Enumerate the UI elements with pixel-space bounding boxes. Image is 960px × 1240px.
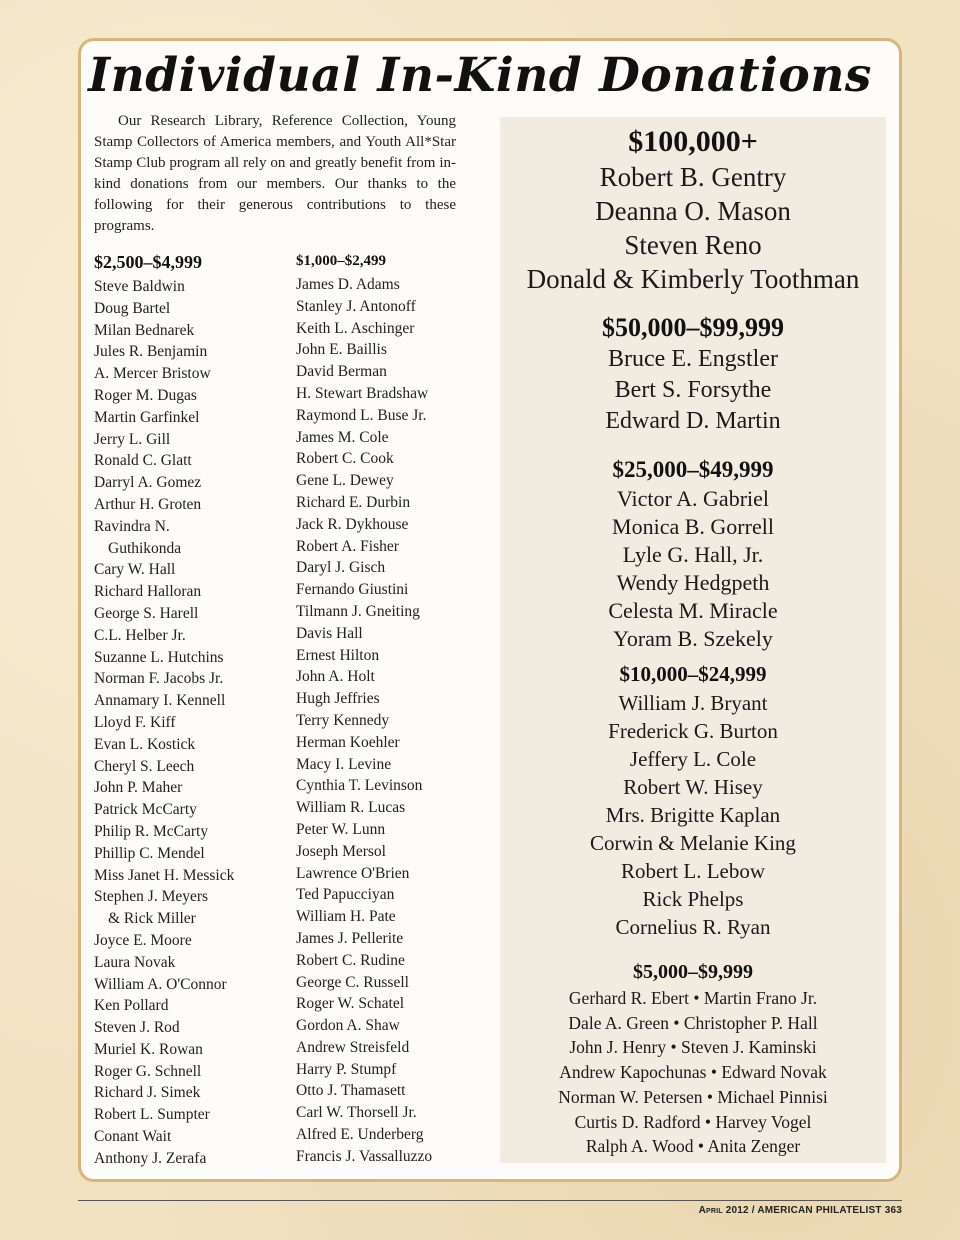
donor-name: William H. Pate [296,908,396,926]
donor-name: Robert C. Rudine [296,951,405,969]
donor-name: John A. Holt [296,668,375,686]
tier-heading: $10,000–$24,999 [619,662,767,686]
donor-name: Macy I. Levine [296,755,392,773]
donor-name: Lyle G. Hall, Jr. [622,542,764,567]
donor-name: Ravindra N. [94,517,170,535]
tier-heading: $5,000–$9,999 [633,961,753,983]
donor-name: Richard Halloran [94,583,202,601]
donor-name: Robert L. Lebow [620,859,766,883]
donor-name: Rick Phelps [642,887,744,911]
donor-name: Davis Hall [296,624,363,642]
donor-name: Philip R. McCarty [94,822,209,840]
donor-name: Carl W. Thorsell Jr. [296,1104,417,1122]
donor-name: Steve Baldwin [94,278,185,295]
donor-name: Guthikonda [108,539,182,557]
footer-rule [78,1200,902,1201]
donor-name: Ralph A. Wood • Anita Zenger [585,1136,801,1157]
donor-name: Cornelius R. Ryan [615,915,771,939]
donor-name: Terry Kennedy [296,711,390,729]
tier-donor-list [500,160,886,296]
donor-name: Patrick McCarty [94,801,197,819]
donor-name: Mrs. Brigitte Kaplan [605,803,781,827]
donor-name: Phillip C. Mendel [94,844,205,862]
donor-name: Norman W. Petersen • Michael Pinnisi [558,1086,828,1107]
range-heading: $2,500–$4,999 [94,252,202,272]
donor-name: Yoram B. Szekely [613,626,773,651]
donor-name: Steven Reno [624,230,762,260]
footer-date: April 2012 [698,1205,749,1216]
tier-10000 [500,659,886,941]
donor-name: Otto J. Thamasett [296,1082,406,1100]
donor-list [296,274,496,1168]
donor-name: Cynthia T. Levinson [296,777,423,795]
tier-donor-list [500,986,886,1159]
donor-name: Monica B. Gorrell [612,514,774,539]
donor-name: Hugh Jeffries [296,690,380,708]
page-footer [699,1205,902,1216]
donor-name: David Berman [296,363,387,381]
tier-donor-list [500,344,886,437]
donor-name: Jack R. Dykhouse [296,515,409,533]
donor-name: Daryl J. Gisch [296,559,386,577]
donor-name: Robert C. Cook [296,450,394,468]
donor-name: & Rick Miller [108,910,196,928]
donor-name: George S. Harell [94,604,199,622]
tier-100000 [500,124,886,296]
donor-name: Muriel K. Rowan [94,1040,203,1058]
donor-name: Darryl A. Gomez [94,474,202,492]
tier-donor-list [500,689,886,941]
donor-name: Lloyd F. Kiff [94,713,176,731]
donor-name: Bruce E. Engstler [608,346,778,372]
donor-name: Robert W. Hisey [623,775,763,799]
footer-page-number: 363 [884,1205,902,1216]
donor-name: Corwin & Melanie King [590,831,796,855]
donor-name: Keith L. Aschinger [296,319,415,337]
donor-name: Stephen J. Meyers [94,888,209,906]
donor-name: Cary W. Hall [94,561,176,579]
tier-donor-list [500,485,886,653]
donor-name: Alfred E. Underberg [296,1126,424,1144]
donor-name: Edward D. Martin [605,408,781,434]
donor-name: Jules R. Benjamin [94,343,208,361]
donor-name: H. Stewart Bradshaw [296,384,429,402]
donor-name: Roger W. Schatel [296,995,405,1013]
donor-name: Dale A. Green • Christopher P. Hall [568,1012,818,1033]
donor-name: Andrew Kapochunas • Edward Novak [559,1062,827,1083]
tier-5000 [500,958,886,1159]
donor-name: Conant Wait [94,1128,172,1146]
donor-name: Richard J. Simek [94,1084,201,1102]
donor-name: John J. Henry • Steven J. Kaminski [569,1037,817,1058]
donor-name: Gerhard R. Ebert • Martin Frano Jr. [568,988,818,1008]
donor-name: Deanna O. Mason [595,196,791,226]
donor-name: Ted Papucciyan [296,886,395,904]
donor-name: Doug Bartel [94,299,171,317]
donor-name: Jeffery L. Cole [629,747,757,771]
donor-name: John P. Maher [94,779,183,797]
range-heading: $1,000–$2,499 [296,253,386,269]
donor-name: James D. Adams [296,276,400,293]
donor-name: James J. Pellerite [296,929,404,947]
tier-heading: $50,000–$99,999 [602,313,784,342]
donor-name: Milan Bednarek [94,321,195,339]
donor-column-2500 [94,250,284,1170]
donor-name: Bert S. Forsythe [614,377,772,403]
donor-name: Miss Janet H. Messick [94,866,235,884]
donor-name: Laura Novak [94,953,176,971]
donor-name: Ernest Hilton [296,646,380,664]
donor-name: John E. Baillis [296,341,387,359]
footer-publication: / AMERICAN PHILATELIST [751,1205,882,1216]
donor-name: Suzanne L. Hutchins [94,648,224,666]
donor-name: Cheryl S. Leech [94,757,195,775]
donor-name: Ronald C. Glatt [94,452,192,470]
tier-50000 [500,312,886,437]
intro-paragraph: Our Research Library, Reference Collection, Young Stamp Collectors of America members, and Youth All*Star Stamp Club program all rely on and greatly benefit from in-kind donations from our members. Our thanks to the following for their generous contributions to these programs. [94,113,456,234]
donor-name: George C. Russell [296,973,409,991]
donor-name: Peter W. Lunn [296,820,386,838]
donor-name: Robert L. Sumpter [94,1106,210,1124]
donor-name: Joseph Mersol [296,842,386,860]
donor-name: Evan L. Kostick [94,735,196,753]
donor-name: Francis J. Vassalluzzo [296,1147,433,1165]
donor-name: Celesta M. Miracle [608,598,778,623]
donor-name: Tilmann J. Gneiting [296,602,420,620]
donor-name: Lawrence O'Brien [296,864,410,882]
donor-name: Martin Garfinkel [94,408,200,426]
donor-name: Victor A. Gabriel [616,486,770,511]
tier-heading: $100,000+ [628,125,758,158]
donor-name: Roger G. Schnell [94,1062,202,1080]
donor-name: William R. Lucas [296,799,406,817]
donor-name: Ken Pollard [94,997,169,1015]
donor-name: James M. Cole [296,428,389,446]
donor-name: Richard E. Durbin [296,493,411,511]
donor-name: Harry P. Stumpf [296,1060,397,1078]
tier-25000 [500,455,886,653]
donor-name: Jerry L. Gill [94,430,171,448]
donor-name: Joyce E. Moore [94,931,192,949]
donor-name: Gordon A. Shaw [296,1017,400,1035]
donor-column-1000 [296,250,496,1168]
donor-name: William J. Bryant [618,691,768,715]
donor-name: Annamary I. Kennell [94,692,226,710]
donor-name: Raymond L. Buse Jr. [296,406,427,424]
donor-name: Frederick G. Burton [608,719,778,743]
donor-name: Norman F. Jacobs Jr. [94,670,224,688]
donor-name: Anthony J. Zerafa [94,1149,207,1167]
donor-name: C.L. Helber Jr. [94,626,186,644]
page-title: Individual In-Kind Donations [88,48,872,103]
donor-name: Roger M. Dugas [94,386,197,404]
donor-name: Wendy Hedgpeth [616,570,770,595]
donor-name: Donald & Kimberly Toothman [526,264,860,294]
donor-name: Andrew Streisfeld [296,1038,410,1056]
donor-name: Curtis D. Radford • Harvey Vogel [574,1111,812,1132]
donor-name: Fernando Giustini [296,581,409,599]
donor-name: Arthur H. Groten [94,495,202,513]
donor-name: Robert A. Fisher [296,537,399,555]
donor-list [94,276,284,1170]
donor-name: A. Mercer Bristow [94,365,211,383]
tier-heading: $25,000–$49,999 [612,457,774,482]
donor-name: Gene L. Dewey [296,472,394,490]
donor-name: Stanley J. Antonoff [296,297,416,315]
donor-name: Robert B. Gentry [599,162,787,192]
donor-name: William A. O'Connor [94,975,227,993]
donor-name: Herman Koehler [296,733,400,751]
donor-name: Steven J. Rod [94,1019,180,1037]
